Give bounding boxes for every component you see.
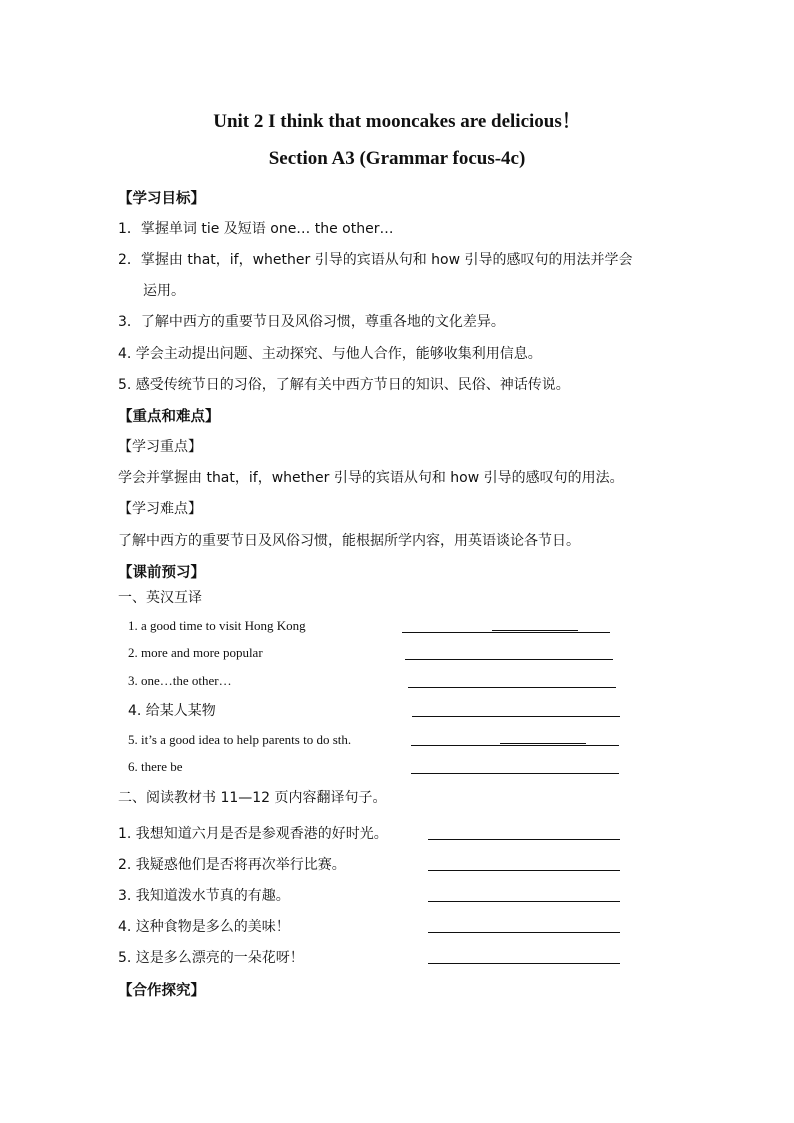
answer-blank[interactable] [428, 963, 620, 964]
answer-blank-overlay [500, 743, 586, 744]
sentence-item: 4. 这种食物是多么的美味！ [118, 919, 290, 935]
objective-item-continued: 运用。 [143, 283, 185, 299]
focus-heading: 【学习重点】 [118, 439, 202, 455]
objective-item: 5. 感受传统节日的习俗，了解有关中西方节日的知识、民俗、神话传说。 [118, 377, 570, 393]
objectives-heading: 【学习目标】 [118, 191, 205, 207]
focus-text: 学会并掌握由 that，if，whether 引导的宾语从句和 how 引导的感叹句的用法。 [118, 470, 624, 486]
translation-item: 2. more and more popular [128, 645, 263, 660]
answer-blank[interactable] [408, 687, 616, 688]
translation-item: 4. 给某人某物 [128, 703, 216, 719]
answer-blank-overlay [492, 630, 578, 631]
answer-blank[interactable] [412, 716, 620, 717]
sentence-item: 2. 我疑惑他们是否将再次举行比赛。 [118, 857, 346, 873]
answer-blank[interactable] [405, 659, 613, 660]
answer-blank[interactable] [411, 745, 619, 746]
difficulty-text: 了解中西方的重要节日及风俗习惯，能根据所学内容，用英语谈论各节日。 [118, 533, 580, 549]
page-title: Unit 2 I think that mooncakes are delicious！ [213, 111, 581, 132]
difficulty-heading: 【学习难点】 [118, 501, 202, 517]
translation-item: 5. it’s a good idea to help parents to do sth. [128, 732, 352, 747]
answer-blank[interactable] [402, 632, 610, 633]
preview-heading: 【课前预习】 [118, 565, 205, 581]
answer-blank[interactable] [428, 870, 620, 871]
page-subtitle: Section A3 (Grammar focus-4c) [268, 148, 526, 169]
answer-blank[interactable] [428, 901, 620, 902]
objective-item: 4. 学会主动提出问题、主动探究、与他人合作，能够收集利用信息。 [118, 346, 542, 362]
translation-item: 1. a good time to visit Hong Kong [128, 618, 306, 633]
answer-blank[interactable] [428, 932, 620, 933]
objective-item: 3．了解中西方的重要节日及风俗习惯，尊重各地的文化差异。 [118, 314, 505, 330]
objective-item: 2．掌握由 that，if，whether 引导的宾语从句和 how 引导的感叹句的用法并学会 [118, 252, 633, 268]
sentence-item: 5. 这是多么漂亮的一朵花呀！ [118, 950, 304, 966]
translation-item: 3. one…the other… [128, 673, 232, 688]
answer-blank[interactable] [411, 773, 619, 774]
sentence-item: 1. 我想知道六月是否是参观香港的好时光。 [118, 826, 388, 842]
part1-title: 一、英汉互译 [118, 590, 202, 606]
sentence-item: 3. 我知道泼水节真的有趣。 [118, 888, 290, 904]
translation-item: 6. there be [128, 759, 183, 774]
part2-title: 二、阅读教材书 11—12 页内容翻译句子。 [118, 790, 387, 806]
key-points-heading: 【重点和难点】 [118, 409, 220, 425]
cooperation-heading: 【合作探究】 [118, 983, 205, 999]
answer-blank[interactable] [428, 839, 620, 840]
objective-item: 1．掌握单词 tie 及短语 one… the other… [118, 221, 394, 237]
